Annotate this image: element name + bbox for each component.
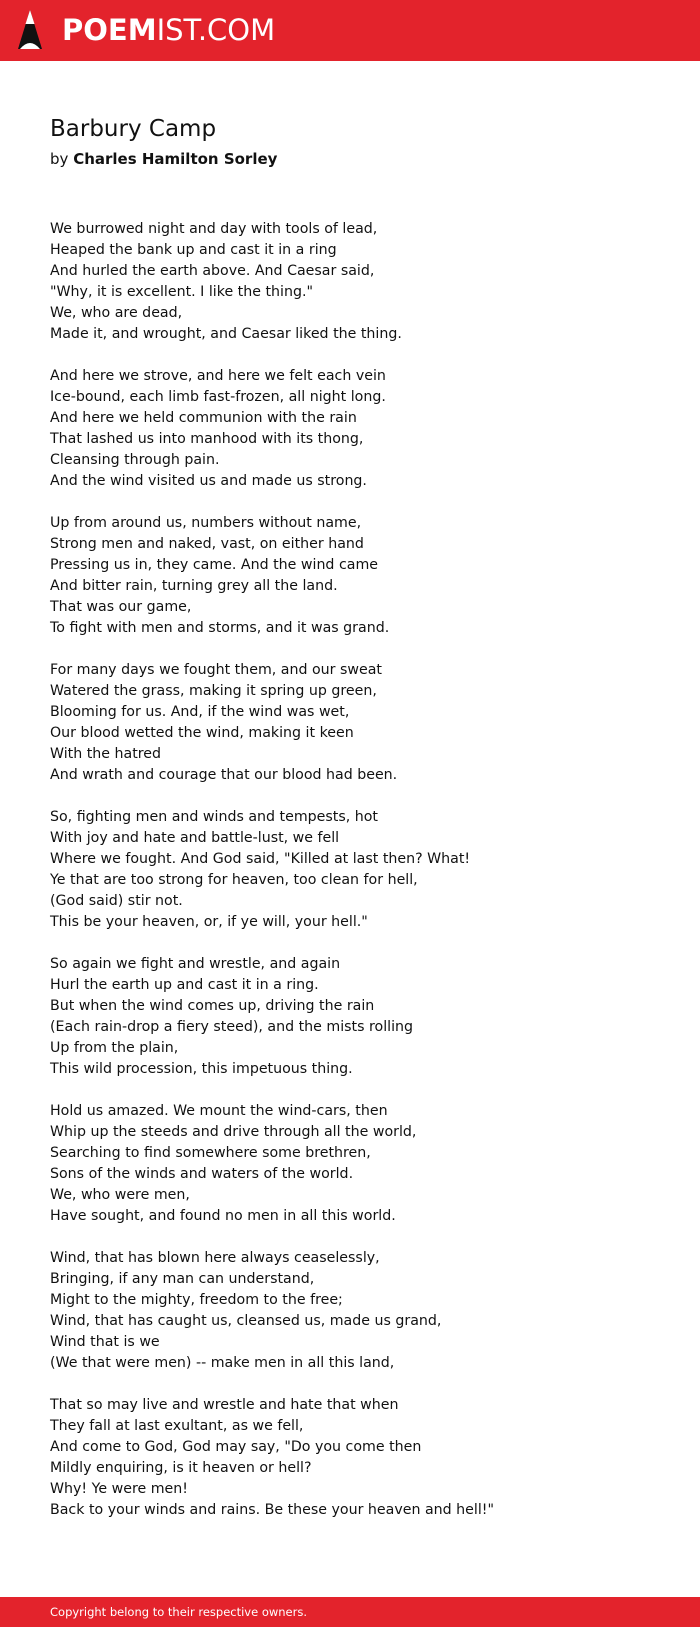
poem-line: So again we fight and wrestle, and again <box>50 956 341 972</box>
poem-line: For many days we fought them, and our sweat <box>50 662 382 678</box>
poem-line: We, who are dead, <box>50 305 183 321</box>
poem-line: Mildly enquiring, is it heaven or hell? <box>50 1460 312 1476</box>
poem-line: Up from the plain, <box>50 1040 179 1056</box>
poem-line: That lashed us into manhood with its thong, <box>50 431 364 447</box>
poem-line: And here we held communion with the rain <box>50 410 357 426</box>
poem-line: With joy and hate and battle-lust, we fell <box>50 830 340 846</box>
poem-line: Searching to find somewhere some brethren, <box>50 1145 371 1161</box>
logo-bold-text: POEM <box>62 13 157 47</box>
poem-line: "Why, it is excellent. I like the thing." <box>50 284 314 300</box>
poem-line: And bitter rain, turning grey all the land. <box>50 578 338 594</box>
site-header <box>0 0 700 61</box>
poem-line: So, fighting men and winds and tempests, hot <box>50 809 378 825</box>
poem-line: That was our game, <box>50 599 192 615</box>
poem-line: (We that were men) -- make men in all this land, <box>50 1355 395 1371</box>
poem-line: Why! Ye were men! <box>50 1481 188 1497</box>
poem-line: Wind, that has caught us, cleansed us, made us grand, <box>50 1313 442 1329</box>
poem-line: And come to God, God may say, "Do you come then <box>50 1439 422 1455</box>
poem-line: Wind that is we <box>50 1334 160 1350</box>
poem-line: To fight with men and storms, and it was grand. <box>50 620 390 636</box>
stanza <box>50 219 670 345</box>
by-label: by <box>50 150 69 168</box>
poem-line: Ice-bound, each limb fast-frozen, all night long. <box>50 389 386 405</box>
poem-line: We burrowed night and day with tools of lead, <box>50 221 378 237</box>
poem-line: And here we strove, and here we felt each vein <box>50 368 386 384</box>
poem-line: Hold us amazed. We mount the wind-cars, then <box>50 1103 388 1119</box>
stanza <box>50 513 670 639</box>
poem-line: Back to your winds and rains. Be these your heaven and hell!" <box>50 1502 494 1518</box>
poem-line: Ye that are too strong for heaven, too clean for hell, <box>50 872 418 888</box>
poem-line: Hurl the earth up and cast it in a ring. <box>50 977 319 993</box>
poem-line: Up from around us, numbers without name, <box>50 515 362 531</box>
pencil-tip-icon[interactable] <box>17 9 43 51</box>
poem-line: Strong men and naked, vast, on either hand <box>50 536 364 552</box>
poem-line: But when the wind comes up, driving the rain <box>50 998 375 1014</box>
poem-line: Our blood wetted the wind, making it keen <box>50 725 354 741</box>
poem-line: Heaped the bank up and cast it in a ring <box>50 242 337 258</box>
poem-line: That so may live and wrestle and hate that when <box>50 1397 399 1413</box>
stanza <box>50 807 670 933</box>
poem-line: We, who were men, <box>50 1187 190 1203</box>
poem-line: Cleansing through pain. <box>50 452 220 468</box>
site-logo[interactable] <box>62 12 275 48</box>
poem-line: Blooming for us. And, if the wind was wet, <box>50 704 350 720</box>
stanza <box>50 1101 670 1227</box>
author-name: Charles Hamilton Sorley <box>73 150 278 168</box>
poem-line: And the wind visited us and made us strong. <box>50 473 367 489</box>
poem-line: Made it, and wrought, and Caesar liked the thing. <box>50 326 402 342</box>
poem-line: They fall at last exultant, as we fell, <box>50 1418 304 1434</box>
poem-line: Might to the mighty, freedom to the free; <box>50 1292 343 1308</box>
poem-line: Pressing us in, they came. And the wind came <box>50 557 378 573</box>
poem-title: Barbury Camp <box>50 116 217 142</box>
poem-line: Watered the grass, making it spring up green, <box>50 683 377 699</box>
poem-line: Bringing, if any man can understand, <box>50 1271 315 1287</box>
stanza <box>50 954 670 1080</box>
poem-body <box>50 219 670 1542</box>
stanza <box>50 1395 670 1521</box>
site-footer <box>0 1597 700 1627</box>
poem-line: And hurled the earth above. And Caesar said, <box>50 263 375 279</box>
poem-line: And wrath and courage that our blood had been. <box>50 767 398 783</box>
poem-line: This wild procession, this impetuous thing. <box>50 1061 353 1077</box>
poem-line: Wind, that has blown here always ceaselessly, <box>50 1250 380 1266</box>
poem-line: Where we fought. And God said, "Killed at last then? What! <box>50 851 471 867</box>
poem-line: Have sought, and found no men in all this world. <box>50 1208 396 1224</box>
copyright-notice: Copyright belong to their respective owners. <box>50 1605 308 1619</box>
poem-line: Sons of the winds and waters of the world. <box>50 1166 354 1182</box>
logo-light-text: IST.COM <box>156 13 276 47</box>
stanza <box>50 1248 670 1374</box>
poem-line: With the hatred <box>50 746 162 762</box>
stanza <box>50 660 670 786</box>
poem-line: (Each rain-drop a fiery steed), and the mists rolling <box>50 1019 414 1035</box>
byline <box>50 147 277 171</box>
stanza <box>50 366 670 492</box>
poem-line: (God said) stir not. <box>50 893 183 909</box>
poem-line: This be your heaven, or, if ye will, your hell." <box>50 914 368 930</box>
poem-line: Whip up the steeds and drive through all the world, <box>50 1124 417 1140</box>
